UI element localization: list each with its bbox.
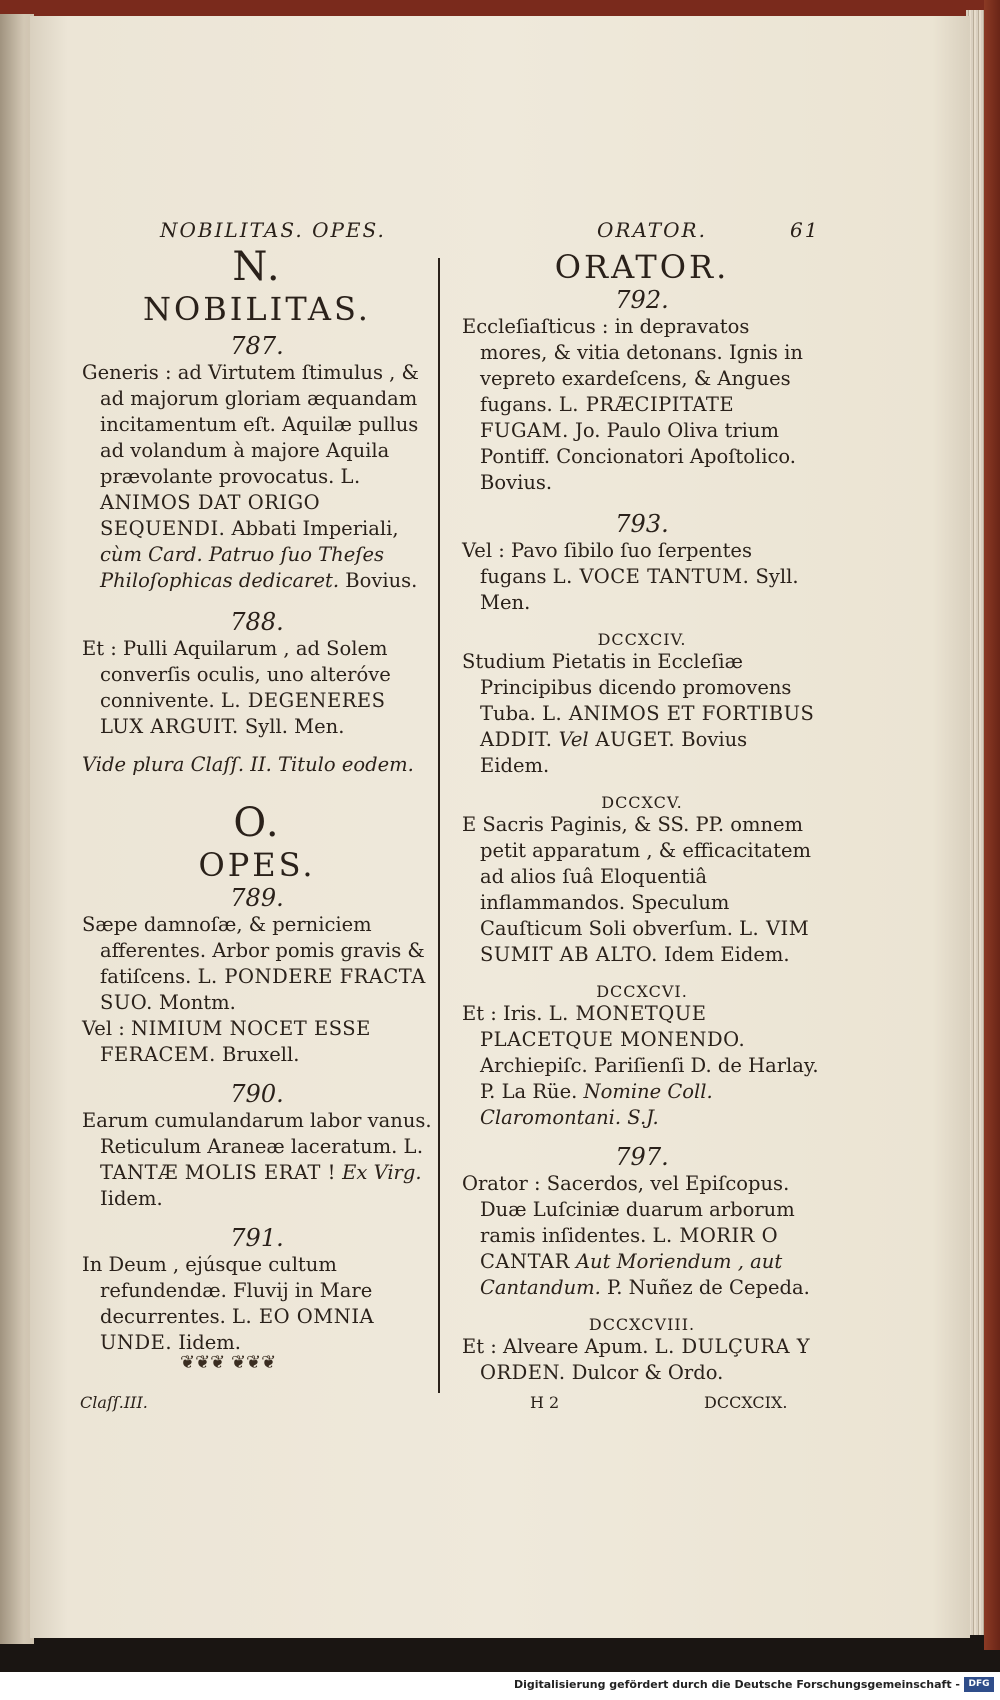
running-title-left: NOBILITAS. OPES. bbox=[160, 218, 386, 242]
entry-text: Et : Alveare Apum. bbox=[462, 1335, 655, 1358]
lemma: AUGET. bbox=[588, 728, 676, 751]
section-heading-orator: ORATOR. bbox=[554, 248, 730, 286]
entry-text: Bruxell. bbox=[215, 1043, 300, 1066]
entry-text: Studium Pietatis in Eccleſiæ Principibus dicendo promovens Tuba. bbox=[462, 650, 792, 725]
entry-text: Syll. Men. bbox=[238, 715, 345, 738]
letter-heading-o: O. bbox=[233, 800, 281, 846]
entry-number: 792. bbox=[615, 286, 669, 314]
entry-795 bbox=[462, 812, 822, 968]
lemma: L. TANTÆ MOLIS ERAT ! bbox=[100, 1135, 424, 1184]
entry-number: 797. bbox=[615, 1143, 669, 1171]
lemma: L. ANIMOS DAT ORIGO SEQUENDI. bbox=[100, 465, 361, 540]
entry-text: Jo. Paulo Oliva trium Pontiff. Concionatori Apoſtolico. Bovius. bbox=[480, 419, 796, 494]
right-column bbox=[462, 218, 822, 1386]
section-heading-nobilitas: NOBILITAS. bbox=[143, 290, 371, 328]
column-divider bbox=[438, 258, 440, 1393]
entry-text: Bovius. bbox=[339, 569, 418, 592]
signature-mark: H 2 bbox=[530, 1393, 560, 1412]
dfg-logo-icon: DFG bbox=[964, 1677, 994, 1692]
running-title-right: ORATOR. bbox=[597, 218, 707, 242]
entry-text: Earum cumulandarum labor vanus. Reticulum Araneæ laceratum. bbox=[82, 1109, 432, 1158]
entry-number: 788. bbox=[230, 608, 284, 636]
entry-number: DCCXCVIII. bbox=[588, 1315, 696, 1334]
lemma: L. VIM SUMIT AB ALTO. bbox=[480, 917, 810, 966]
entry-793 bbox=[462, 538, 822, 616]
previous-page-edge bbox=[0, 14, 34, 1644]
digitization-footer bbox=[0, 1672, 1000, 1700]
entry-number: 789. bbox=[230, 884, 284, 912]
lemma: NIMIUM NOCET ESSE FERACEM. bbox=[100, 1017, 371, 1066]
entry-text: Bovius Eidem. bbox=[480, 728, 748, 777]
entry-text: Montm. bbox=[152, 991, 236, 1014]
entry-797 bbox=[462, 1171, 822, 1301]
entry-text: Orator : Sacerdos, vel Epiſcopus. Duæ Luſciniæ duarum arborum ramis inſidentes. bbox=[462, 1172, 795, 1247]
entry-794 bbox=[462, 649, 822, 779]
entry-number: 791. bbox=[230, 1224, 284, 1252]
entry-italic: cùm Card. Patruo ſuo Theſes Philoſophicas dedicaret. bbox=[100, 543, 385, 592]
entry-text: In Deum , ejúsque cultum refundendæ. Fluvij in Mare decurrentes. bbox=[82, 1253, 373, 1328]
entry-text: Archiepiſc. Pariſienſi D. de Harlay. P. La Rüe. bbox=[480, 1054, 819, 1103]
entry-791 bbox=[82, 1252, 432, 1356]
lemma: L. EO OMNIA UNDE. bbox=[100, 1305, 375, 1354]
entry-text: Generis : ad Virtutem ſtimulus , & ad majorum gloriam æquandam incitamentum eſt. Aquilæ pullus ad volandum à majore Aquila prævolante provocatus. bbox=[82, 361, 419, 488]
lemma: L. VOCE TANTUM. bbox=[552, 565, 750, 588]
entry-italic: Nomine Coll. Claromontani. S.J. bbox=[480, 1080, 713, 1129]
catchword: DCCXCIX. bbox=[704, 1393, 788, 1412]
entry-italic: Vel bbox=[552, 728, 589, 751]
lemma: L. DEGENERES LUX ARGUIT. bbox=[100, 689, 386, 738]
entry-text: Eccleſiaſticus : in depravatos mores, & vitia detonans. Ignis in vepreto exardeſcens, & Angues fugans. bbox=[462, 315, 803, 416]
tailpiece-ornament: ❦❦❦ ❦❦❦ bbox=[180, 1352, 277, 1373]
entry-number: DCCXCVI. bbox=[596, 982, 688, 1001]
cross-reference: Vide plura Claſſ. II. Titulo eodem. bbox=[82, 753, 414, 776]
entry-text: Sæpe damnoſæ, & perniciem afferentes. Arbor pomis gravis & fatiſcens. bbox=[82, 913, 425, 988]
entry-number: DCCXCIV. bbox=[597, 630, 687, 649]
entry-text: Syll. Men. bbox=[480, 565, 799, 614]
entry-text: Et : Iris. bbox=[462, 1002, 549, 1025]
lemma: L. PRÆCIPITATE FUGAM. bbox=[480, 393, 735, 442]
entry-text: Iidem. bbox=[100, 1187, 163, 1210]
lemma: L. ANIMOS ET FORTIBUS ADDIT. bbox=[480, 702, 815, 751]
entry-788 bbox=[82, 636, 432, 740]
entry-text: E Sacris Paginis, & SS. PP. omnem petit apparatum , & efficacitatem ad alios ſuâ Eloquentiâ inflammandos. Speculum Cauſticum Soli obverſum. bbox=[462, 813, 811, 940]
page-number: 61 bbox=[790, 218, 820, 242]
entry-number: 787. bbox=[230, 332, 284, 360]
entry-790 bbox=[82, 1108, 432, 1212]
lemma: L. MORIR O CANTAR bbox=[480, 1224, 779, 1273]
entry-number: 790. bbox=[230, 1080, 284, 1108]
lemma: L. PONDERE FRACTA SUO. bbox=[100, 965, 426, 1014]
entry-number: DCCXCV. bbox=[601, 793, 683, 812]
letter-heading-n: N. bbox=[232, 244, 282, 290]
entry-796 bbox=[462, 1001, 822, 1131]
entry-italic: Aut Moriendum , aut Cantandum. bbox=[480, 1250, 783, 1299]
entry-text: Et : Pulli Aquilarum , ad Solem converſis oculis, uno alteróve connivente. bbox=[82, 637, 391, 712]
lemma: L. MONETQUE PLACETQUE MONENDO. bbox=[480, 1002, 746, 1051]
entry-number: 793. bbox=[615, 510, 669, 538]
entry-text: Vel : bbox=[82, 1017, 132, 1040]
entry-789 bbox=[82, 912, 432, 1068]
entry-792 bbox=[462, 314, 822, 496]
entry-text: Abbati Imperiali, bbox=[225, 517, 399, 540]
entry-text: Vel : Pavo ſibilo ſuo ſerpentes fugans bbox=[462, 539, 752, 588]
class-footer: Claſſ.III. bbox=[80, 1393, 148, 1412]
entry-787 bbox=[82, 360, 432, 594]
section-heading-opes: OPES. bbox=[198, 846, 316, 884]
entry-text: Iidem. bbox=[172, 1331, 241, 1354]
lemma: L. DULÇURA Y ORDEN. bbox=[480, 1335, 811, 1384]
entry-text: P. Nuñez de Cepeda. bbox=[600, 1276, 810, 1299]
left-column bbox=[82, 218, 432, 1356]
entry-italic: Ex Virg. bbox=[335, 1161, 422, 1184]
book-cover-right bbox=[984, 0, 1000, 1650]
digitization-note: Digitalisierung gefördert durch die Deutsche Forschungsgemeinschaft - bbox=[513, 1678, 960, 1691]
entry-text: Dulcor & Ordo. bbox=[565, 1361, 724, 1384]
entry-798 bbox=[462, 1334, 822, 1386]
entry-text: Idem Eidem. bbox=[657, 943, 790, 966]
